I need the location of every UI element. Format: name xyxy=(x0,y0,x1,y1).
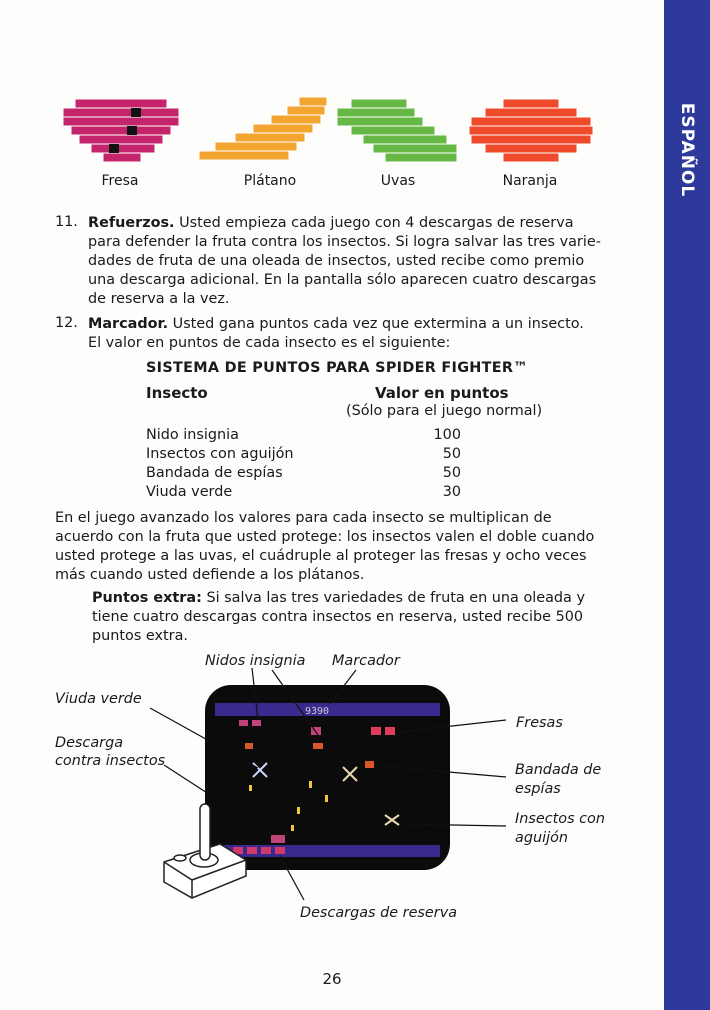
section-11-line-3: dades de fruta de una oleada de insectos, usted recibe como premio xyxy=(88,253,585,269)
section-11-line-5: de reserva a la vez. xyxy=(88,291,230,307)
points-table-col-insect: Insecto xyxy=(146,384,208,402)
advanced-line-4: más cuando usted defiende a los plátanos. xyxy=(55,567,365,583)
fruit-label-strawberry: Fresa xyxy=(101,173,139,189)
section-11-line-4: una descarga adicional. En la pantalla sólo aparecen cuatro descargas xyxy=(88,272,597,288)
section-12-text-1: Usted gana puntos cada vez que extermina a un insecto. xyxy=(172,316,584,332)
section-12-heading: Marcador. xyxy=(88,316,169,332)
section-11-heading: Refuerzos. xyxy=(88,215,175,231)
advanced-line-2: acuerdo con la fruta que usted protege: los insectos valen el doble cuando xyxy=(55,529,595,545)
callout-descarga-1: Descarga xyxy=(55,735,124,751)
callout-descarga-2: contra insectos xyxy=(55,753,166,769)
table-row-value: 50 xyxy=(442,465,461,481)
points-table-col-value: Valor en puntos xyxy=(375,384,509,402)
table-row-value: 50 xyxy=(442,446,461,462)
table-row-name: Insectos con aguijón xyxy=(146,446,294,462)
section-11-number: 11. xyxy=(55,214,78,230)
fruit-label-grapes: Uvas xyxy=(380,173,416,189)
points-table-note: (Sólo para el juego normal) xyxy=(346,403,543,419)
fruit-label-orange: Naranja xyxy=(502,173,558,189)
section-11-text-1: Usted empieza cada juego con 4 descargas de reserva xyxy=(179,215,574,231)
callout-bandada-2: espías xyxy=(515,781,561,797)
points-table-title: SISTEMA DE PUNTOS PARA SPIDER FIGHTER™ xyxy=(146,360,528,376)
bonus-line-3: puntos extra. xyxy=(92,628,188,644)
score-display: 9390 xyxy=(305,706,330,717)
bonus-text-1: Si salva las tres variedades de fruta en una oleada y xyxy=(206,590,585,606)
callout-bandada-1: Bandada de xyxy=(515,762,602,778)
table-row-name: Bandada de espías xyxy=(146,465,283,481)
section-11-line-2: para defender la fruta contra los insectos. Si logra salvar las tres varie- xyxy=(88,234,601,250)
callout-marcador: Marcador xyxy=(332,653,400,669)
callout-viuda: Viuda verde xyxy=(55,691,142,707)
section-12-number: 12. xyxy=(55,315,78,331)
language-tab-label: ESPAÑOL xyxy=(677,102,697,198)
table-row-name: Viuda verde xyxy=(146,484,233,500)
callout-nidos: Nidos insignia xyxy=(205,653,306,669)
fruit-label-banana: Plátano xyxy=(243,173,297,189)
bonus-heading: Puntos extra: xyxy=(92,590,202,606)
bonus-line-2: tiene cuatro descargas contra insectos en reserva, usted recibe 500 xyxy=(92,609,584,625)
callout-reserva: Descargas de reserva xyxy=(300,905,458,921)
page-number: 26 xyxy=(322,970,342,988)
callout-aguijon-1: Insectos con xyxy=(515,811,605,827)
callout-fresas: Fresas xyxy=(516,715,563,731)
table-row-name: Nido insignia xyxy=(146,427,239,443)
advanced-line-1: En el juego avanzado los valores para cada insecto se multiplican de xyxy=(55,510,552,526)
table-row-value: 30 xyxy=(442,484,461,500)
callout-aguijon-2: aguijón xyxy=(515,830,568,846)
advanced-line-3: usted protege a las uvas, el cuádruple al proteger las fresas y ocho veces xyxy=(55,548,587,564)
section-12-line-2: El valor en puntos de cada insecto es el siguiente: xyxy=(88,335,451,351)
table-row-value: 100 xyxy=(433,427,461,443)
